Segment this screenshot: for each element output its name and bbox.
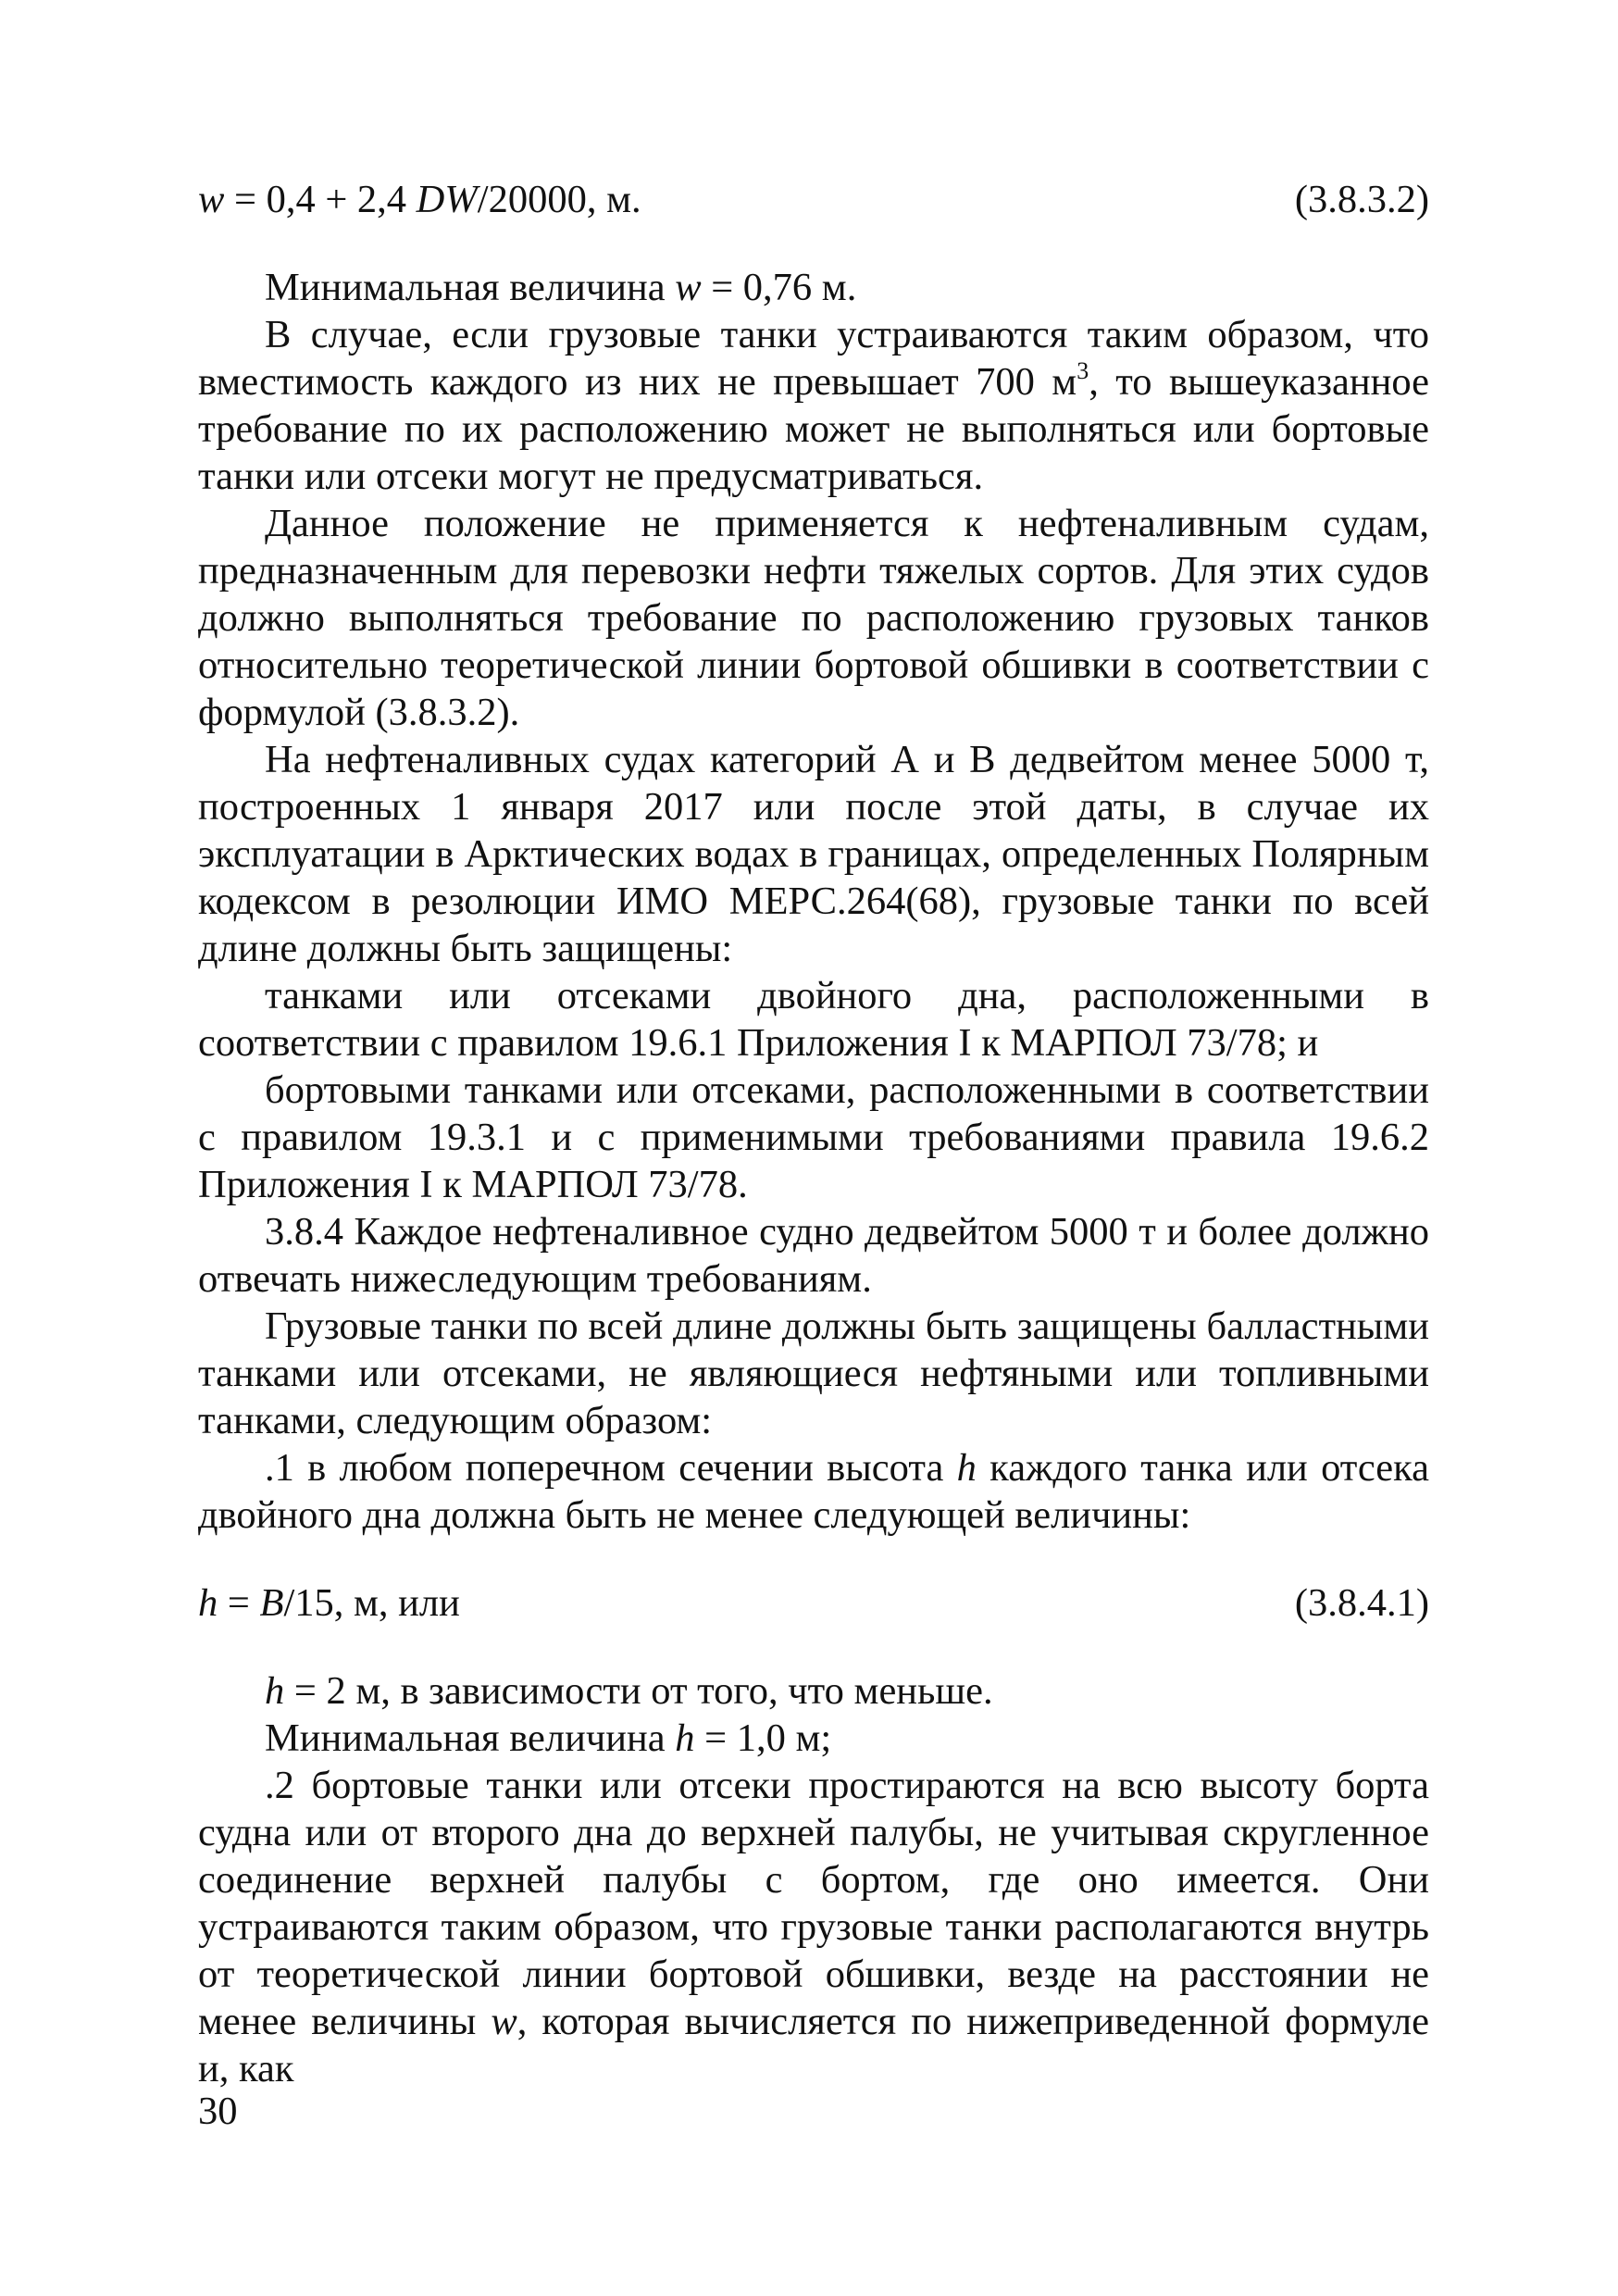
paragraph-item-2: .2 бортовые танки или отсеки простираются на всю высоту борта судна или от второго дна до верхней палубы, не учитывая скругленное соединение верхней палубы с бортом, где оно имеется. Они устраиваются таким образом, что грузовые танки располагаются внутрь от теоретической линии бортовой обшивки, везде на расстоянии не менее величины w, которая вычисляется по нижеприведенной формуле и, как xyxy=(198,1764,1430,2090)
paragraph-item-1: .1 в любом поперечном сечении высота h каждого танка или отсека двойного дна должна быть не менее следующей величины: xyxy=(198,1446,1430,1537)
formula-w-number: (3.8.3.2) xyxy=(1294,178,1429,221)
paragraph-h-2m: h = 2 м, в зависимости от того, что меньше. xyxy=(265,1669,993,1713)
formula-h xyxy=(198,1579,1429,1627)
paragraph-3-8-4: 3.8.4 Каждое нефтеналивное судно дедвейтом 5000 т и более должно отвечать нижеследующим требованиям. xyxy=(198,1210,1429,1301)
formula-h-expression: h = B/15, м, или xyxy=(198,1581,460,1625)
page-number: 30 xyxy=(198,2090,238,2133)
paragraph-tank-capacity: В случае, если грузовые танки устраиваются таким образом, что вместимость каждого из них не превышает 700 $м^3$, то вышеуказанное требование по их расположению может не выполняться или бортовые танки или отсеки могут не предусматриваться. xyxy=(198,313,1429,498)
document-body xyxy=(198,176,1429,2092)
formula-w xyxy=(198,176,1429,223)
paragraph-heavy-oil: Данное положение не применяется к нефтеналивным судам, предназначенным для перевозки нефти тяжелых сортов. Для этих судов должно выполняться требование по расположению грузовых танков относительно теоретической линии бортовой обшивки в соответствии с формулой (3.8.3.2). xyxy=(198,502,1429,734)
paragraph-min-w: Минимальная величина w = 0,76 м. xyxy=(265,266,857,309)
paragraph-min-h: Минимальная величина h = 1,0 м; xyxy=(265,1716,832,1760)
formula-h-number: (3.8.4.1) xyxy=(1294,1581,1429,1625)
paragraph-ballast-protection: Грузовые танки по всей длине должны быть защищены балластными танками или отсеками, не являющиеся нефтяными или топливными танками, следующим образом: xyxy=(198,1304,1429,1442)
paragraph-arctic: На нефтеналивных судах категорий А и В дедвейтом менее 5000 т, построенных 1 января 2017 или после этой даты, в случае их эксплуатации в Арктических водах в границах, определенных Полярным кодексом в резолюции ИМО МЕРС.264(68), грузовые танки по всей длине должны быть защищены: xyxy=(198,738,1429,970)
paragraph-side-tanks: бортовыми танками или отсеками, расположенными в соответствии с правилом 19.3.1 и с применимыми требованиями правила 19.6.2 Приложения I к МАРПОЛ 73/78. xyxy=(198,1068,1429,1206)
paragraph-double-bottom: танками или отсеками двойного дна, расположенными в соответствии с правилом 19.6.1 Приложения I к МАРПОЛ 73/78; и xyxy=(198,974,1429,1065)
formula-w-expression: w = 0,4 + 2,4 DW/20000, м. xyxy=(198,178,641,221)
